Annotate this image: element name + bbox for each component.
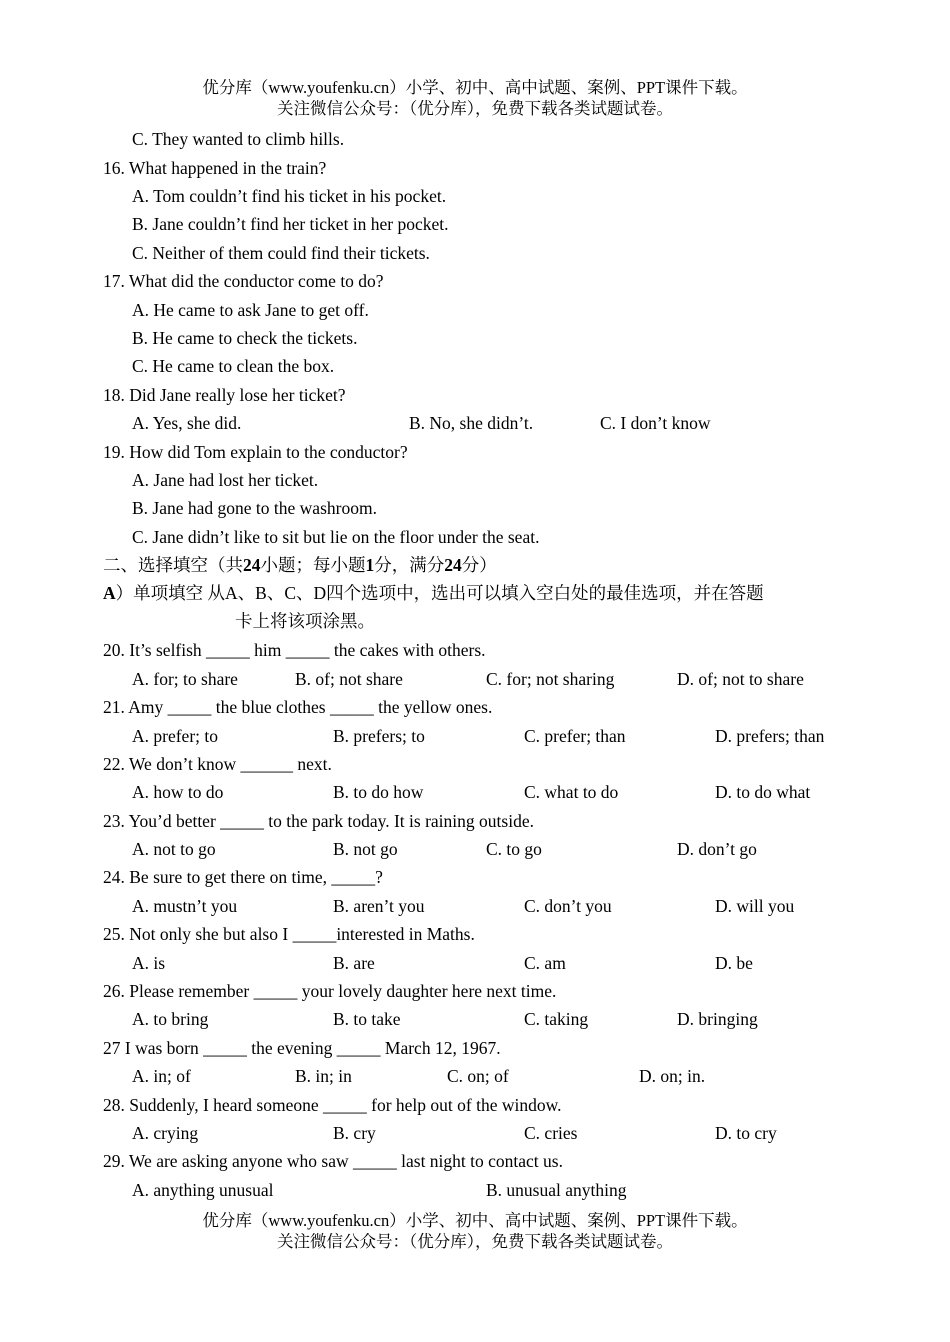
option-a: A. Tom couldn’t find his ticket in his pocket. bbox=[132, 186, 447, 206]
q15-option-c: C. They wanted to climb hills. bbox=[132, 129, 345, 149]
question-stem: 20. It’s selfish _____ him _____ the cakes with others. bbox=[103, 640, 486, 660]
option-b: B. to take bbox=[333, 1009, 401, 1029]
option-c: C. I don’t know bbox=[600, 413, 711, 433]
option-a: A. Jane had lost her ticket. bbox=[132, 470, 319, 490]
option-a: A. Yes, she did. bbox=[132, 413, 242, 433]
question-stem: 19. How did Tom explain to the conductor? bbox=[103, 442, 408, 462]
option-b: B. not go bbox=[333, 839, 398, 859]
option-b: B. He came to check the tickets. bbox=[132, 328, 358, 348]
option-c: C. don’t you bbox=[524, 896, 612, 916]
option-c: C. what to do bbox=[524, 782, 619, 802]
option-a: A. mustn’t you bbox=[132, 896, 238, 916]
option-b: B. to do how bbox=[333, 782, 424, 802]
header-line-1: 优分库（www.youfenku.cn）小学、初中、高中试题、案例、PPT课件下载。 bbox=[202, 78, 748, 97]
option-b: B. Jane had gone to the washroom. bbox=[132, 498, 377, 518]
option-a: A. how to do bbox=[132, 782, 224, 802]
question-stem: 29. We are asking anyone who saw _____ last night to contact us. bbox=[103, 1151, 563, 1171]
option-b: B. Jane couldn’t find her ticket in her pocket. bbox=[132, 214, 449, 234]
part-a-instructions-continued: 卡上将该项涂黑。 bbox=[235, 611, 375, 631]
question-stem: 22. We don’t know ______ next. bbox=[103, 754, 332, 774]
section-heading: 二、选择填空（共24小题；每小题1分，满分24分） bbox=[103, 555, 497, 575]
option-d: D. bringing bbox=[677, 1009, 758, 1029]
question-stem: 23. You’d better _____ to the park today. It is raining outside. bbox=[103, 811, 534, 831]
option-a: A. in; of bbox=[132, 1066, 191, 1086]
option-c: C. am bbox=[524, 953, 566, 973]
question-stem: 25. Not only she but also I _____interested in Maths. bbox=[103, 924, 475, 944]
option-a: A. to bring bbox=[132, 1009, 209, 1029]
option-c: C. for; not sharing bbox=[486, 669, 615, 689]
option-d: D. to do what bbox=[715, 782, 811, 802]
question-stem: 16. What happened in the train? bbox=[103, 158, 327, 178]
option-c: C. on; of bbox=[447, 1066, 509, 1086]
option-c: C. taking bbox=[524, 1009, 589, 1029]
question-stem: 26. Please remember _____ your lovely daughter here next time. bbox=[103, 981, 557, 1001]
option-b: B. aren’t you bbox=[333, 896, 425, 916]
option-d: D. will you bbox=[715, 896, 795, 916]
part-a-instructions: A）单项填空 从A、B、C、D四个选项中，选出可以填入空白处的最佳选项，并在答题 bbox=[103, 583, 764, 603]
option-c: C. Neither of them could find their tickets. bbox=[132, 243, 430, 263]
option-c: C. Jane didn’t like to sit but lie on the floor under the seat. bbox=[132, 527, 540, 547]
header-line-2: 关注微信公众号：（优分库），免费下载各类试题试卷。 bbox=[277, 99, 673, 118]
question-stem: 18. Did Jane really lose her ticket? bbox=[103, 385, 346, 405]
question-stem: 17. What did the conductor come to do? bbox=[103, 271, 384, 291]
option-a: A. not to go bbox=[132, 839, 216, 859]
option-c: C. He came to clean the box. bbox=[132, 356, 335, 376]
option-d: D. don’t go bbox=[677, 839, 757, 859]
option-d: D. of; not to share bbox=[677, 669, 804, 689]
option-d: D. be bbox=[715, 953, 753, 973]
option-a: A. He came to ask Jane to get off. bbox=[132, 300, 369, 320]
question-stem: 28. Suddenly, I heard someone _____ for help out of the window. bbox=[103, 1095, 562, 1115]
option-a: A. for; to share bbox=[132, 669, 238, 689]
option-c: C. cries bbox=[524, 1123, 578, 1143]
option-a: A. prefer; to bbox=[132, 726, 219, 746]
question-stem: 24. Be sure to get there on time, _____? bbox=[103, 867, 383, 887]
option-d: D. on; in. bbox=[639, 1066, 706, 1086]
option-b: B. in; in bbox=[295, 1066, 352, 1086]
option-b: B. cry bbox=[333, 1123, 376, 1143]
option-a: A. anything unusual bbox=[132, 1180, 274, 1200]
option-b: B. are bbox=[333, 953, 375, 973]
option-c: C. to go bbox=[486, 839, 542, 859]
question-stem: 27 I was born _____ the evening _____ March 12, 1967. bbox=[103, 1038, 501, 1058]
option-d: D. to cry bbox=[715, 1123, 777, 1143]
option-b: B. prefers; to bbox=[333, 726, 425, 746]
option-a: A. crying bbox=[132, 1123, 199, 1143]
footer-line-1: 优分库（www.youfenku.cn）小学、初中、高中试题、案例、PPT课件下载。 bbox=[202, 1211, 748, 1230]
option-b: B. No, she didn’t. bbox=[409, 413, 534, 433]
option-b: B. unusual anything bbox=[486, 1180, 627, 1200]
footer-line-2: 关注微信公众号：（优分库），免费下载各类试题试卷。 bbox=[277, 1232, 673, 1251]
option-b: B. of; not share bbox=[295, 669, 403, 689]
option-a: A. is bbox=[132, 953, 166, 973]
option-c: C. prefer; than bbox=[524, 726, 626, 746]
option-d: D. prefers; than bbox=[715, 726, 825, 746]
question-stem: 21. Amy _____ the blue clothes _____ the yellow ones. bbox=[103, 697, 493, 717]
